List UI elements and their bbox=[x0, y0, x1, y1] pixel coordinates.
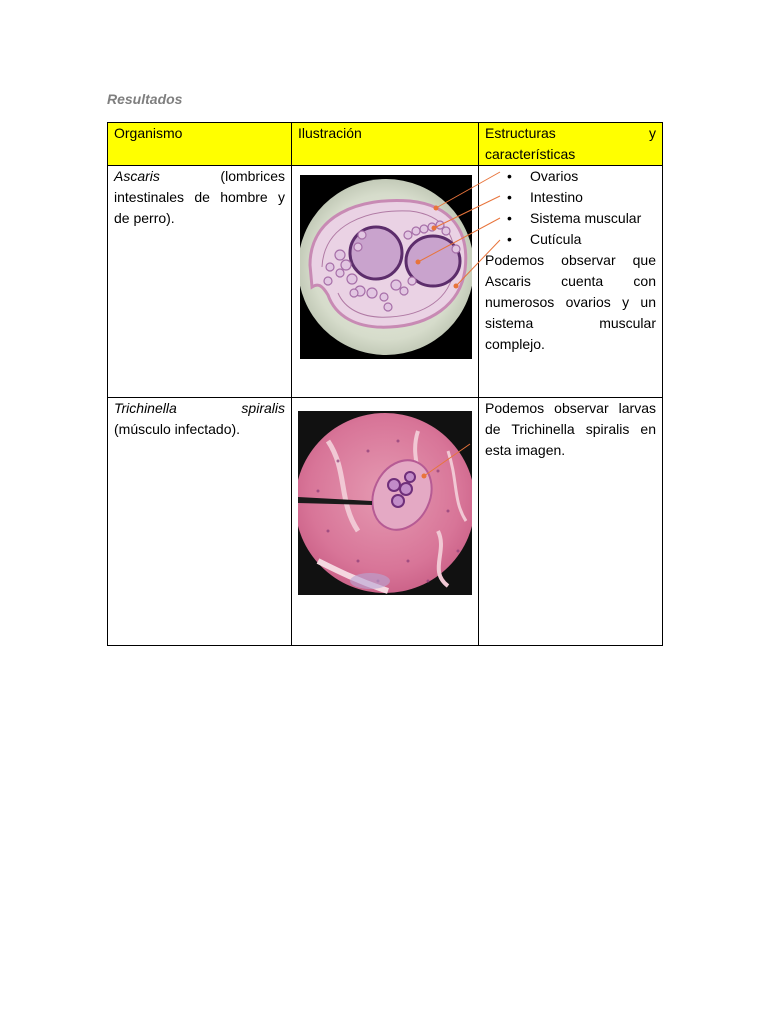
results-heading: Resultados bbox=[107, 91, 183, 107]
trichinella-description: Podemos observar larvas de Trichinella spiralis en esta imagen. bbox=[485, 400, 656, 458]
header-organismo: Organismo bbox=[108, 123, 292, 166]
ascaris-micrograph bbox=[300, 175, 472, 359]
illustration-cell bbox=[292, 166, 479, 398]
ascaris-description: Podemos observar que Ascaris cuenta con numerosos ovarios y un sistema muscular complejo. bbox=[485, 252, 656, 352]
illustration-cell bbox=[292, 398, 479, 646]
header-ilustracion: Ilustración bbox=[292, 123, 479, 166]
structures-list bbox=[485, 166, 656, 250]
organism-cell bbox=[108, 398, 292, 646]
trichinella-micrograph bbox=[298, 411, 472, 595]
table-row bbox=[108, 398, 663, 646]
organism-note: (músculo infectado). bbox=[114, 421, 241, 437]
organism-cell: Ascaris (lombrices intestinales de hombre y de perro). bbox=[108, 166, 292, 398]
table-row bbox=[108, 166, 663, 398]
header-estructuras: Estructuras y características bbox=[479, 123, 663, 166]
list-item: • Intestino bbox=[507, 187, 656, 208]
organism-name: Trichinella spiralis bbox=[114, 400, 285, 416]
list-item: • Sistema muscular bbox=[507, 208, 656, 229]
table-header-row bbox=[108, 123, 663, 166]
structures-cell bbox=[479, 166, 663, 398]
results-table bbox=[107, 122, 663, 646]
organism-name: Ascaris bbox=[114, 168, 160, 184]
list-item: • Ovarios bbox=[507, 166, 656, 187]
list-item: • Cutícula bbox=[507, 229, 656, 250]
description-cell bbox=[479, 398, 663, 646]
